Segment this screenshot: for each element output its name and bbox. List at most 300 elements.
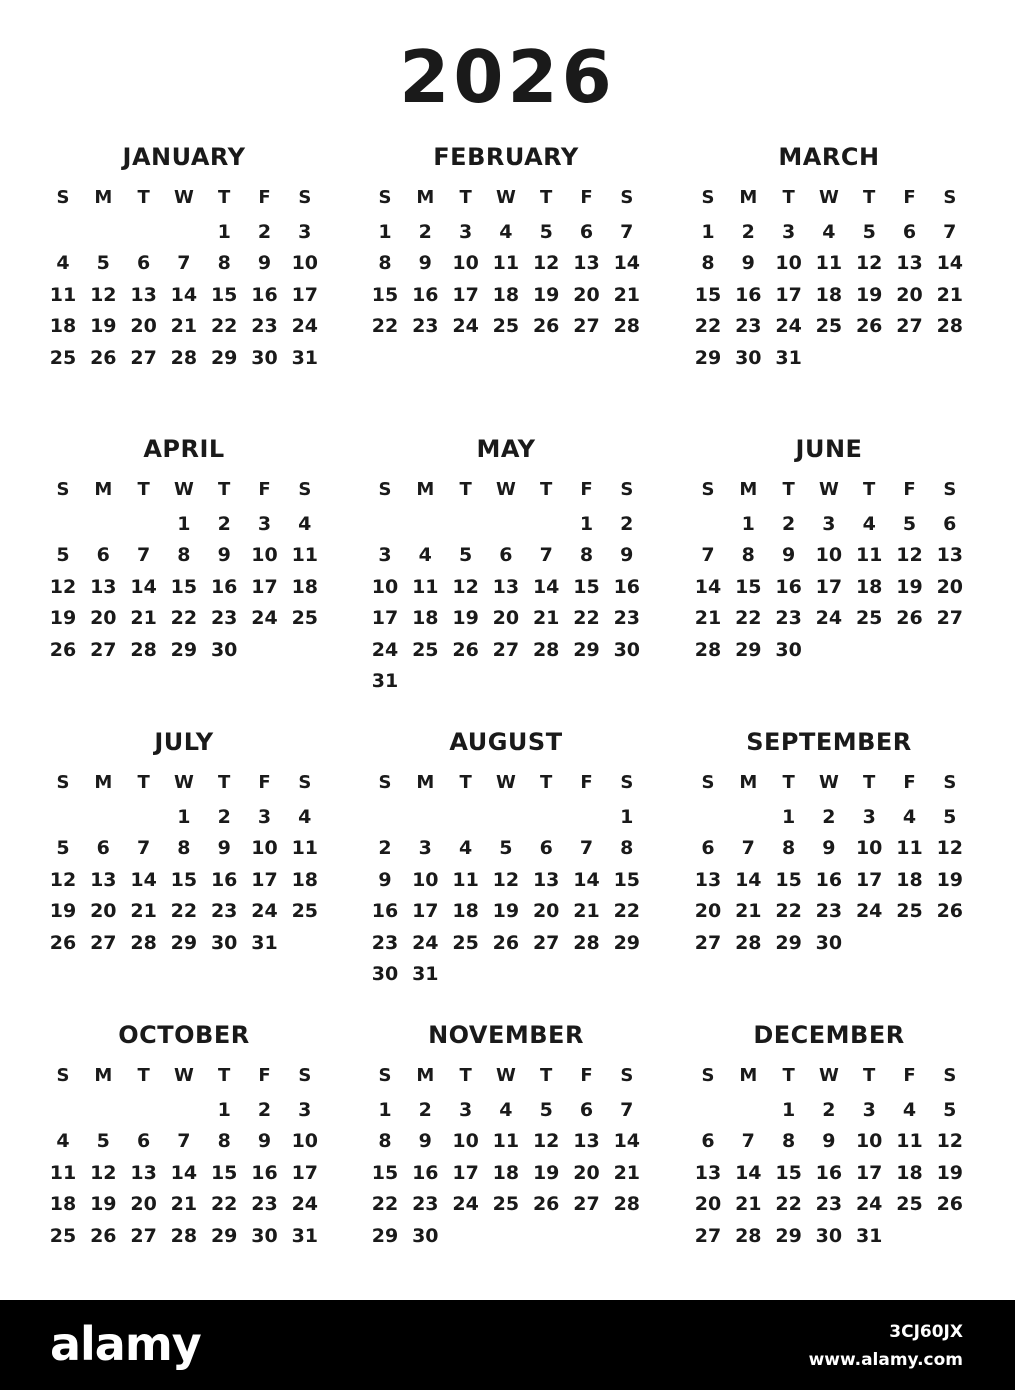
day-cell: 6: [701, 837, 715, 860]
day-cell: 17: [291, 283, 319, 306]
weekday-label: S: [298, 1065, 312, 1086]
weekday-label: W: [818, 772, 839, 793]
day-cell: 17: [775, 283, 802, 306]
day-cell: 23: [735, 315, 762, 338]
day-cell: 2: [418, 1099, 432, 1121]
day-cell: 20: [694, 1193, 722, 1216]
weekday-label: T: [782, 772, 795, 793]
day-cell: 19: [492, 900, 520, 923]
day-cell: 14: [170, 283, 198, 306]
day-cell: 13: [130, 1161, 157, 1184]
day-cell: 31: [855, 1224, 883, 1247]
day-cell: 20: [130, 315, 157, 338]
day-cell: 22: [613, 900, 641, 923]
day-cell: 8: [741, 544, 755, 567]
day-cell: 21: [170, 1193, 198, 1216]
day-cell: 25: [896, 1193, 923, 1216]
day-cell: 24: [291, 315, 319, 338]
weekday-label: M: [94, 479, 113, 500]
day-cell: 11: [291, 544, 319, 567]
day-cell: 9: [257, 1130, 272, 1153]
day-cell: 10: [291, 252, 319, 275]
day-cell: 16: [412, 1161, 439, 1184]
day-cell: 28: [573, 931, 600, 954]
day-cell: 27: [130, 1224, 157, 1247]
day-cell: 16: [613, 575, 641, 598]
day-cell: 10: [452, 1130, 479, 1153]
weekday-label: W: [173, 1065, 194, 1086]
day-cell: 2: [257, 221, 272, 243]
day-cell: 2: [741, 221, 755, 243]
day-cell: 11: [855, 544, 883, 567]
day-cell: 23: [210, 607, 238, 630]
day-cell: 24: [815, 607, 843, 630]
day-cell: 15: [613, 868, 641, 891]
day-cell: 7: [701, 544, 715, 567]
day-cell: 21: [573, 900, 600, 923]
month-april: [43, 432, 343, 702]
day-cell: 19: [936, 868, 964, 891]
weekday-label: S: [56, 479, 70, 500]
day-cell: 30: [815, 1224, 843, 1247]
day-cell: 14: [130, 575, 157, 598]
day-cell: 19: [532, 1161, 560, 1184]
weekday-label: T: [218, 772, 231, 793]
day-cell: 14: [613, 252, 641, 275]
day-cell: 16: [251, 283, 278, 306]
day-cell: 3: [458, 1099, 473, 1121]
day-cell: 8: [217, 1130, 231, 1153]
day-cell: 20: [492, 607, 520, 630]
day-cell: 17: [291, 1161, 319, 1184]
day-cell: 4: [56, 1130, 70, 1153]
weekday-label: T: [863, 1065, 876, 1086]
day-cell: 10: [775, 252, 802, 275]
day-cell: 20: [573, 1161, 600, 1184]
day-cell: 29: [613, 931, 641, 954]
day-cell: 7: [136, 544, 151, 567]
day-cell: 21: [130, 607, 157, 630]
day-cell: 10: [855, 1130, 883, 1153]
day-cell: 14: [735, 1161, 762, 1184]
day-cell: 10: [412, 868, 439, 891]
day-cell: 18: [291, 868, 319, 891]
day-cell: 22: [210, 315, 238, 338]
day-cell: 21: [613, 283, 641, 306]
day-cell: 13: [532, 868, 560, 891]
weekday-label: W: [818, 187, 839, 208]
day-cell: 6: [579, 1099, 594, 1121]
day-cell: 4: [458, 837, 473, 860]
day-cell: 26: [90, 346, 117, 369]
day-cell: 25: [291, 607, 319, 630]
day-cell: 17: [452, 283, 479, 306]
weekday-label: F: [580, 1065, 593, 1086]
day-cell: 20: [90, 900, 117, 923]
day-cell: 27: [532, 931, 560, 954]
day-cell: 10: [371, 575, 399, 598]
day-cell: 22: [694, 315, 722, 338]
day-cell: 10: [855, 837, 883, 860]
day-cell: 19: [936, 1161, 964, 1184]
day-cell: 26: [452, 638, 479, 661]
day-cell: 30: [210, 638, 238, 661]
day-cell: 3: [418, 837, 432, 860]
day-cell: 13: [896, 252, 923, 275]
month-name: APRIL: [143, 435, 225, 463]
day-cell: 6: [943, 513, 957, 535]
day-cell: 28: [130, 931, 157, 954]
day-cell: 4: [499, 221, 513, 243]
day-cell: 8: [620, 837, 634, 860]
day-cell: 5: [902, 513, 917, 535]
day-cell: 28: [170, 346, 198, 369]
month-november: [365, 1018, 665, 1288]
day-cell: 31: [251, 931, 278, 954]
day-cell: 12: [896, 544, 923, 567]
month-name: AUGUST: [449, 728, 563, 756]
day-cell: 26: [855, 315, 883, 338]
site-url: www.alamy.com: [808, 1350, 963, 1370]
weekday-label: W: [818, 1065, 839, 1086]
day-cell: 22: [170, 607, 198, 630]
weekday-label: M: [416, 479, 435, 500]
weekday-label: T: [863, 187, 876, 208]
day-cell: 28: [613, 1193, 641, 1216]
day-cell: 27: [573, 315, 600, 338]
day-cell: 1: [579, 513, 594, 535]
weekday-label: T: [137, 1065, 150, 1086]
day-cell: 14: [613, 1130, 641, 1153]
day-cell: 15: [170, 575, 198, 598]
weekday-label: T: [459, 187, 472, 208]
day-cell: 6: [499, 544, 513, 567]
weekday-label: F: [903, 187, 916, 208]
day-cell: 3: [378, 544, 392, 567]
day-cell: 6: [96, 544, 110, 567]
day-cell: 23: [210, 900, 238, 923]
day-cell: 26: [90, 1224, 117, 1247]
day-cell: 20: [573, 283, 600, 306]
day-cell: 11: [49, 283, 77, 306]
day-cell: 16: [371, 900, 399, 923]
day-cell: 28: [170, 1224, 198, 1247]
day-cell: 30: [775, 638, 802, 661]
day-cell: 3: [257, 513, 272, 535]
weekday-label: S: [943, 187, 957, 208]
day-cell: 25: [855, 607, 883, 630]
month-december: [688, 1018, 988, 1288]
day-cell: 5: [943, 806, 957, 828]
weekday-label: T: [218, 479, 231, 500]
day-cell: 8: [378, 252, 392, 275]
weekday-label: S: [701, 772, 715, 793]
day-cell: 29: [371, 1224, 399, 1247]
day-cell: 23: [371, 931, 399, 954]
day-cell: 7: [741, 837, 755, 860]
day-cell: 7: [177, 1130, 191, 1153]
day-cell: 26: [49, 638, 77, 661]
day-cell: 18: [291, 575, 319, 598]
day-cell: 9: [741, 252, 755, 275]
day-cell: 29: [775, 1224, 802, 1247]
day-cell: 31: [412, 963, 439, 985]
day-cell: 5: [56, 837, 70, 860]
day-cell: 7: [579, 837, 594, 860]
day-cell: 15: [210, 283, 238, 306]
day-cell: 2: [822, 806, 836, 828]
day-cell: 19: [49, 607, 77, 630]
weekday-label: T: [218, 187, 231, 208]
day-cell: 3: [458, 221, 473, 243]
weekday-label: T: [540, 187, 553, 208]
day-cell: 3: [862, 806, 876, 828]
day-cell: 22: [775, 900, 802, 923]
day-cell: 30: [210, 931, 238, 954]
month-name: OCTOBER: [118, 1021, 250, 1049]
day-cell: 11: [291, 837, 319, 860]
day-cell: 8: [378, 1130, 392, 1153]
day-cell: 19: [532, 283, 560, 306]
day-cell: 3: [257, 806, 272, 828]
day-cell: 16: [412, 283, 439, 306]
day-cell: 5: [56, 544, 70, 567]
day-cell: 27: [130, 346, 157, 369]
day-cell: 4: [56, 252, 70, 275]
day-cell: 29: [210, 1224, 238, 1247]
weekday-label: F: [580, 187, 593, 208]
weekday-label: T: [137, 772, 150, 793]
day-cell: 30: [251, 1224, 278, 1247]
watermark-banner: [0, 1300, 1015, 1390]
day-cell: 21: [613, 1161, 641, 1184]
day-cell: 29: [694, 346, 722, 369]
weekday-label: T: [137, 187, 150, 208]
day-cell: 8: [177, 837, 191, 860]
weekday-label: F: [258, 772, 271, 793]
day-cell: 24: [452, 315, 479, 338]
day-cell: 9: [620, 544, 634, 567]
day-cell: 7: [620, 1099, 634, 1121]
month-name: SEPTEMBER: [746, 728, 912, 756]
day-cell: 8: [579, 544, 594, 567]
day-cell: 27: [936, 607, 964, 630]
day-cell: 28: [735, 931, 762, 954]
day-cell: 6: [701, 1130, 715, 1153]
day-cell: 18: [452, 900, 479, 923]
day-cell: 20: [694, 900, 722, 923]
day-cell: 24: [412, 931, 439, 954]
month-july: [43, 725, 343, 995]
day-cell: 28: [130, 638, 157, 661]
weekday-label: S: [620, 1065, 634, 1086]
day-cell: 15: [573, 575, 600, 598]
day-cell: 19: [49, 900, 77, 923]
day-cell: 28: [694, 638, 722, 661]
weekday-label: M: [739, 479, 758, 500]
day-cell: 29: [170, 931, 198, 954]
day-cell: 16: [815, 1161, 843, 1184]
day-cell: 18: [49, 1193, 77, 1216]
day-cell: 8: [701, 252, 715, 275]
weekday-label: S: [701, 479, 715, 500]
day-cell: 15: [694, 283, 722, 306]
day-cell: 19: [452, 607, 479, 630]
day-cell: 1: [217, 221, 231, 243]
day-cell: 23: [251, 1193, 278, 1216]
weekday-label: S: [378, 1065, 392, 1086]
weekday-label: T: [459, 479, 472, 500]
weekday-label: W: [173, 479, 194, 500]
day-cell: 1: [620, 806, 634, 828]
day-cell: 16: [735, 283, 762, 306]
day-cell: 9: [217, 544, 231, 567]
month-name: MARCH: [778, 143, 880, 171]
day-cell: 15: [371, 1161, 399, 1184]
weekday-label: F: [903, 479, 916, 500]
day-cell: 29: [775, 931, 802, 954]
month-march: [688, 140, 988, 410]
day-cell: 5: [539, 221, 553, 243]
day-cell: 13: [492, 575, 520, 598]
day-cell: 10: [251, 837, 278, 860]
weekday-label: M: [416, 187, 435, 208]
day-cell: 14: [532, 575, 560, 598]
day-cell: 24: [775, 315, 802, 338]
day-cell: 10: [815, 544, 843, 567]
day-cell: 27: [896, 315, 923, 338]
day-cell: 4: [298, 806, 312, 828]
weekday-label: S: [620, 479, 634, 500]
weekday-label: T: [540, 1065, 553, 1086]
weekday-label: T: [137, 479, 150, 500]
day-cell: 25: [815, 315, 843, 338]
day-cell: 26: [532, 315, 560, 338]
weekday-label: F: [903, 772, 916, 793]
month-name: DECEMBER: [753, 1021, 905, 1049]
day-cell: 12: [492, 868, 520, 891]
day-cell: 19: [855, 283, 883, 306]
day-cell: 22: [210, 1193, 238, 1216]
day-cell: 9: [418, 252, 432, 275]
weekday-label: T: [218, 1065, 231, 1086]
weekday-label: T: [863, 772, 876, 793]
weekday-label: T: [540, 772, 553, 793]
day-cell: 3: [781, 221, 796, 243]
day-cell: 26: [936, 900, 964, 923]
day-cell: 2: [257, 1099, 272, 1121]
weekday-label: M: [94, 187, 113, 208]
weekday-label: S: [56, 187, 70, 208]
brand-logo: alamy: [50, 1317, 201, 1371]
day-cell: 27: [492, 638, 520, 661]
weekday-label: S: [56, 772, 70, 793]
day-cell: 17: [855, 868, 883, 891]
day-cell: 2: [620, 513, 634, 535]
day-cell: 18: [896, 868, 923, 891]
day-cell: 13: [90, 575, 117, 598]
day-cell: 23: [251, 315, 278, 338]
day-cell: 18: [815, 283, 843, 306]
day-cell: 24: [371, 638, 399, 661]
day-cell: 13: [130, 283, 157, 306]
day-cell: 6: [539, 837, 553, 860]
weekday-label: S: [298, 772, 312, 793]
day-cell: 9: [822, 837, 836, 860]
day-cell: 21: [735, 900, 762, 923]
day-cell: 21: [735, 1193, 762, 1216]
day-cell: 1: [177, 806, 191, 828]
day-cell: 27: [694, 1224, 722, 1247]
day-cell: 25: [412, 638, 439, 661]
day-cell: 8: [781, 1130, 796, 1153]
weekday-label: W: [173, 772, 194, 793]
day-cell: 12: [532, 252, 560, 275]
weekday-label: W: [495, 187, 516, 208]
day-cell: 12: [452, 575, 479, 598]
day-cell: 13: [936, 544, 964, 567]
day-cell: 16: [251, 1161, 278, 1184]
day-cell: 27: [90, 638, 117, 661]
day-cell: 10: [291, 1130, 319, 1153]
day-cell: 1: [217, 1099, 231, 1121]
day-cell: 23: [775, 607, 802, 630]
day-cell: 14: [694, 575, 722, 598]
day-cell: 24: [251, 607, 278, 630]
day-cell: 19: [896, 575, 923, 598]
day-cell: 17: [251, 868, 278, 891]
day-cell: 4: [822, 221, 836, 243]
day-cell: 5: [96, 252, 110, 275]
weekday-label: T: [863, 479, 876, 500]
day-cell: 25: [492, 315, 520, 338]
day-cell: 26: [532, 1193, 560, 1216]
weekday-label: F: [258, 1065, 271, 1086]
weekday-label: S: [56, 1065, 70, 1086]
day-cell: 13: [90, 868, 117, 891]
weekday-label: W: [495, 772, 516, 793]
day-cell: 31: [291, 346, 319, 369]
day-cell: 30: [371, 963, 399, 985]
day-cell: 24: [291, 1193, 319, 1216]
month-name: MAY: [476, 435, 536, 463]
day-cell: 5: [458, 544, 473, 567]
day-cell: 9: [418, 1130, 432, 1153]
day-cell: 8: [177, 544, 191, 567]
day-cell: 11: [492, 1130, 520, 1153]
day-cell: 6: [96, 837, 110, 860]
day-cell: 26: [936, 1193, 964, 1216]
day-cell: 21: [936, 283, 964, 306]
month-name: JANUARY: [122, 143, 246, 171]
day-cell: 23: [815, 1193, 843, 1216]
day-cell: 22: [371, 315, 399, 338]
day-cell: 14: [130, 868, 157, 891]
day-cell: 18: [49, 315, 77, 338]
day-cell: 22: [775, 1193, 802, 1216]
day-cell: 30: [735, 346, 762, 369]
day-cell: 25: [49, 346, 77, 369]
weekday-label: T: [782, 1065, 795, 1086]
day-cell: 26: [492, 931, 520, 954]
day-cell: 22: [170, 900, 198, 923]
day-cell: 19: [90, 315, 117, 338]
day-cell: 29: [210, 346, 238, 369]
month-june: [688, 432, 988, 702]
weekday-label: M: [94, 1065, 113, 1086]
day-cell: 5: [862, 221, 876, 243]
day-cell: 12: [49, 575, 77, 598]
